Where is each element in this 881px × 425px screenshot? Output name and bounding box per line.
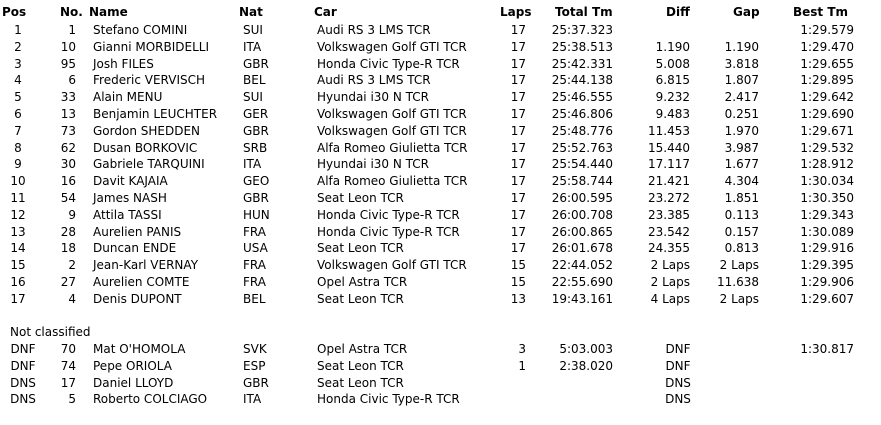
cell-diff: 17.117	[648, 157, 690, 172]
cell-nat: GBR	[243, 191, 269, 205]
cell-name: Roberto COLCIAGO	[93, 392, 208, 407]
cell-name: Gordon SHEDDEN	[93, 123, 201, 138]
cell-pos: 12	[10, 207, 26, 222]
cell-no: 30	[60, 157, 76, 172]
cell-total: 25:48.776	[551, 123, 613, 138]
cell-total: 25:38.513	[551, 39, 613, 54]
cell-total: 25:37.323	[551, 23, 613, 37]
cell-best: 1:30.817	[800, 342, 854, 356]
cell-pos: 9	[14, 157, 22, 172]
cell-no: 1	[68, 23, 76, 37]
cell-laps: 17	[510, 73, 526, 88]
cell-car: Audi RS 3 LMS TCR	[317, 23, 431, 37]
cell-car: Seat Leon TCR	[317, 358, 404, 373]
cell-gap: 0.113	[724, 207, 759, 222]
cell-best: 1:30.350	[800, 191, 854, 205]
cell-gap: 4.304	[724, 174, 759, 189]
cell-diff: 21.421	[648, 174, 690, 189]
cell-name: Dusan BORKOVIC	[93, 140, 198, 155]
cell-best: 1:29.470	[800, 39, 854, 54]
cell-car: Seat Leon TCR	[317, 291, 404, 306]
cell-best: 1:30.034	[800, 174, 854, 189]
cell-name: Pepe ORIOLA	[93, 358, 172, 373]
cell-pos: 8	[14, 140, 22, 155]
cell-pos: DNS	[10, 375, 36, 390]
cell-nat: SUI	[243, 90, 263, 105]
cell-name: Denis DUPONT	[93, 291, 182, 306]
table-row	[0, 156, 881, 173]
cell-car: Honda Civic Type-R TCR	[317, 224, 460, 239]
cell-diff: 23.385	[648, 207, 690, 222]
cell-pos: DNS	[10, 392, 36, 407]
cell-name: Alain MENU	[93, 90, 163, 105]
cell-diff: 1.190	[655, 39, 690, 54]
cell-best: 1:29.906	[800, 275, 854, 289]
cell-no: 16	[60, 174, 76, 189]
cell-laps: 17	[510, 56, 526, 71]
cell-diff: 15.440	[648, 140, 690, 155]
cell-pos: 16	[10, 275, 26, 289]
cell-diff: 24.355	[648, 241, 690, 256]
cell-no: 28	[60, 224, 76, 239]
cell-laps: 17	[510, 123, 526, 138]
header-diff: Diff	[666, 5, 690, 19]
cell-total: 25:46.806	[551, 107, 613, 121]
cell-diff: DNS	[665, 392, 691, 407]
cell-car: Alfa Romeo Giulietta TCR	[317, 174, 468, 189]
cell-name: Josh FILES	[93, 56, 154, 71]
table-row	[0, 22, 881, 39]
cell-gap: 1.677	[724, 157, 759, 172]
cell-car: Audi RS 3 LMS TCR	[317, 73, 431, 88]
cell-car: Honda Civic Type-R TCR	[317, 56, 460, 71]
cell-total: 2:38.020	[559, 358, 613, 373]
cell-name: Stefano COMINI	[93, 23, 188, 37]
table-row	[0, 140, 881, 157]
cell-total: 25:44.138	[551, 73, 613, 88]
table-row	[0, 291, 881, 308]
cell-total: 26:00.708	[551, 207, 613, 222]
cell-pos: 1	[14, 23, 22, 37]
cell-best: 1:29.343	[800, 207, 854, 222]
cell-nat: BEL	[243, 291, 266, 306]
cell-no: 10	[60, 39, 76, 54]
cell-gap: 11.638	[717, 275, 759, 289]
cell-pos: DNF	[10, 358, 36, 373]
cell-total: 25:58.744	[551, 174, 613, 189]
cell-laps: 3	[518, 342, 526, 356]
cell-no: 54	[60, 191, 76, 205]
cell-diff: 23.542	[648, 224, 690, 239]
header-no: No.	[60, 5, 83, 19]
cell-nat: SVK	[243, 342, 267, 356]
cell-laps: 17	[510, 23, 526, 37]
cell-pos: 3	[14, 56, 22, 71]
table-row	[0, 39, 881, 56]
cell-car: Hyundai i30 N TCR	[317, 90, 430, 105]
header-gap: Gap	[733, 5, 760, 19]
table-row	[0, 358, 881, 375]
cell-name: Jean-Karl VERNAY	[93, 258, 199, 273]
cell-nat: GBR	[243, 375, 269, 390]
cell-gap: 1.851	[724, 191, 759, 205]
table-row	[0, 72, 881, 89]
cell-diff: 2 Laps	[650, 275, 690, 289]
cell-best: 1:29.655	[800, 56, 854, 71]
cell-car: Seat Leon TCR	[317, 375, 404, 390]
cell-laps: 17	[510, 241, 526, 256]
cell-name: Gabriele TARQUINI	[93, 157, 205, 172]
cell-laps: 17	[510, 224, 526, 239]
cell-no: 73	[60, 123, 76, 138]
cell-gap: 3.818	[724, 56, 759, 71]
cell-nat: SUI	[243, 23, 263, 37]
cell-pos: 5	[14, 90, 22, 105]
cell-laps: 17	[510, 90, 526, 105]
cell-diff: 9.232	[655, 90, 690, 105]
cell-best: 1:29.642	[800, 90, 854, 105]
cell-laps: 15	[510, 258, 526, 273]
cell-pos: 2	[14, 39, 22, 54]
cell-best: 1:30.089	[800, 224, 854, 239]
cell-laps: 15	[510, 275, 526, 289]
cell-nat: ITA	[243, 39, 262, 54]
cell-nat: ESP	[243, 358, 266, 373]
cell-nat: GER	[243, 107, 269, 121]
cell-gap: 1.970	[724, 123, 759, 138]
cell-diff: DNF	[665, 342, 691, 356]
cell-best: 1:29.607	[800, 291, 854, 306]
cell-car: Seat Leon TCR	[317, 241, 404, 256]
not-classified-label: Not classified	[10, 325, 91, 339]
cell-no: 5	[68, 392, 76, 407]
cell-pos: 11	[10, 191, 26, 205]
table-row	[0, 173, 881, 190]
cell-laps: 13	[510, 291, 526, 306]
cell-car: Seat Leon TCR	[317, 191, 404, 205]
table-row	[0, 123, 881, 140]
cell-total: 26:00.865	[551, 224, 613, 239]
cell-name: Mat O'HOMOLA	[93, 342, 186, 356]
cell-no: 9	[68, 207, 76, 222]
cell-total: 26:00.595	[551, 191, 613, 205]
cell-laps: 17	[510, 107, 526, 121]
cell-gap: 1.807	[724, 73, 759, 88]
cell-name: Frederic VERVISCH	[93, 73, 206, 88]
table-row	[0, 106, 881, 123]
table-row	[0, 391, 881, 408]
cell-diff: 9.483	[655, 107, 690, 121]
cell-total: 22:44.052	[551, 258, 613, 273]
cell-car: Volkswagen Golf GTI TCR	[317, 123, 467, 138]
cell-name: Benjamin LEUCHTER	[93, 107, 218, 121]
cell-nat: FRA	[243, 258, 266, 273]
cell-gap: 2.417	[724, 90, 759, 105]
header-laps: Laps	[500, 5, 532, 19]
cell-car: Alfa Romeo Giulietta TCR	[317, 140, 468, 155]
cell-car: Opel Astra TCR	[317, 342, 408, 356]
cell-nat: ITA	[243, 157, 262, 172]
cell-total: 25:54.440	[551, 157, 613, 172]
cell-total: 22:55.690	[551, 275, 613, 289]
cell-no: 33	[60, 90, 76, 105]
cell-total: 5:03.003	[559, 342, 613, 356]
table-row	[0, 274, 881, 291]
table-row	[0, 224, 881, 241]
table-row	[0, 56, 881, 73]
cell-best: 1:29.671	[800, 123, 854, 138]
cell-laps: 17	[510, 140, 526, 155]
cell-no: 74	[60, 358, 76, 373]
cell-best: 1:29.916	[800, 241, 854, 256]
cell-diff: 6.815	[655, 73, 690, 88]
table-row	[0, 240, 881, 257]
cell-total: 19:43.161	[551, 291, 613, 306]
cell-diff: 4 Laps	[650, 291, 690, 306]
cell-nat: FRA	[243, 275, 266, 289]
cell-nat: GEO	[243, 174, 270, 189]
cell-car: Volkswagen Golf GTI TCR	[317, 107, 467, 121]
cell-gap: 0.813	[724, 241, 759, 256]
cell-name: Duncan ENDE	[93, 241, 177, 256]
cell-pos: 7	[14, 123, 22, 138]
cell-best: 1:29.579	[800, 23, 854, 37]
cell-no: 13	[60, 107, 76, 121]
cell-no: 70	[60, 342, 76, 356]
cell-name: Davit KAJAIA	[93, 174, 168, 189]
cell-gap: 0.157	[724, 224, 759, 239]
cell-laps: 17	[510, 39, 526, 54]
header-car: Car	[314, 5, 337, 19]
cell-name: Attila TASSI	[93, 207, 162, 222]
cell-nat: HUN	[243, 207, 270, 222]
cell-gap: 1.190	[724, 39, 759, 54]
cell-nat: ITA	[243, 392, 262, 407]
cell-nat: GBR	[243, 56, 269, 71]
cell-diff: 5.008	[655, 56, 690, 71]
table-row	[0, 190, 881, 207]
cell-nat: SRB	[243, 140, 268, 155]
cell-pos: 17	[10, 291, 26, 306]
cell-car: Honda Civic Type-R TCR	[317, 207, 460, 222]
cell-no: 18	[60, 241, 76, 256]
cell-gap: 2 Laps	[719, 258, 759, 273]
cell-nat: FRA	[243, 224, 266, 239]
table-row	[0, 89, 881, 106]
table-row	[0, 375, 881, 392]
cell-pos: DNF	[10, 342, 36, 356]
cell-laps: 1	[518, 358, 526, 373]
cell-nat: BEL	[243, 73, 266, 88]
cell-best: 1:29.532	[800, 140, 854, 155]
cell-car: Hyundai i30 N TCR	[317, 157, 430, 172]
header-name: Name	[89, 5, 128, 19]
cell-name: Gianni MORBIDELLI	[93, 39, 209, 54]
cell-car: Volkswagen Golf GTI TCR	[317, 39, 467, 54]
cell-pos: 10	[10, 174, 26, 189]
cell-gap: 2 Laps	[719, 291, 759, 306]
cell-best: 1:29.895	[800, 73, 854, 88]
cell-nat: USA	[243, 241, 268, 256]
cell-no: 17	[60, 375, 76, 390]
cell-car: Honda Civic Type-R TCR	[317, 392, 460, 407]
cell-laps: 17	[510, 191, 526, 205]
cell-diff: 11.453	[648, 123, 690, 138]
cell-name: James NASH	[93, 191, 167, 205]
cell-gap: 0.251	[724, 107, 759, 121]
cell-pos: 4	[14, 73, 22, 88]
cell-no: 4	[68, 291, 76, 306]
cell-total: 25:52.763	[551, 140, 613, 155]
header-best: Best Tm	[793, 5, 849, 19]
cell-no: 6	[68, 73, 76, 88]
cell-car: Opel Astra TCR	[317, 275, 408, 289]
table-row	[0, 207, 881, 224]
cell-diff: DNS	[665, 375, 691, 390]
cell-laps: 17	[510, 174, 526, 189]
cell-total: 26:01.678	[551, 241, 613, 256]
cell-no: 95	[60, 56, 76, 71]
cell-diff: 2 Laps	[650, 258, 690, 273]
cell-laps: 17	[510, 157, 526, 172]
cell-best: 1:28.912	[800, 157, 854, 172]
cell-total: 25:42.331	[551, 56, 613, 71]
header-pos: Pos	[2, 5, 27, 19]
cell-car: Volkswagen Golf GTI TCR	[317, 258, 467, 273]
cell-pos: 13	[10, 224, 26, 239]
cell-best: 1:29.690	[800, 107, 854, 121]
cell-no: 62	[60, 140, 76, 155]
cell-pos: 14	[10, 241, 26, 256]
header-total: Total Tm	[555, 5, 613, 19]
table-row	[0, 341, 881, 358]
cell-pos: 6	[14, 107, 22, 121]
cell-total: 25:46.555	[551, 90, 613, 105]
cell-gap: 3.987	[724, 140, 759, 155]
cell-best: 1:29.395	[800, 258, 854, 273]
table-header	[0, 4, 881, 21]
cell-nat: GBR	[243, 123, 269, 138]
cell-name: Aurelien PANIS	[93, 224, 182, 239]
cell-diff: 23.272	[648, 191, 690, 205]
cell-laps: 17	[510, 207, 526, 222]
cell-no: 27	[60, 275, 76, 289]
table-row	[0, 257, 881, 274]
cell-pos: 15	[10, 258, 26, 273]
cell-diff: DNF	[665, 358, 691, 373]
header-nat: Nat	[239, 5, 263, 19]
cell-name: Daniel LLOYD	[93, 375, 174, 390]
cell-name: Aurelien COMTE	[93, 275, 190, 289]
cell-no: 2	[68, 258, 76, 273]
